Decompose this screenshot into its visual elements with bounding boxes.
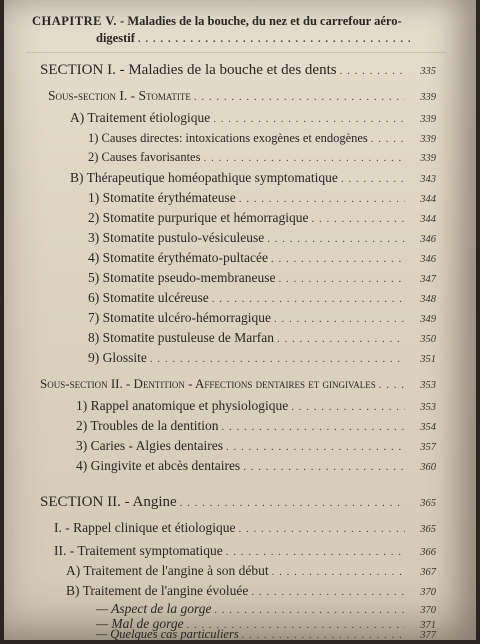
toc-entry <box>76 458 436 476</box>
entry-page: 360 <box>420 462 436 473</box>
chapter-title-line2: digestif <box>96 31 135 45</box>
entry-label: SECTION II. - Angine <box>40 494 177 510</box>
entry-page: 339 <box>420 153 436 164</box>
entry-label: Sous-section II. - Dentition - Affections dentaires et gingivales <box>40 376 376 391</box>
entry-label: 2) Troubles de la dentition <box>76 418 219 433</box>
leader-dots <box>278 271 405 287</box>
toc-entry <box>88 270 436 288</box>
leader-dots <box>212 291 405 307</box>
toc-entry <box>88 310 436 328</box>
entry-page: 349 <box>420 314 436 325</box>
entry-page: 370 <box>420 605 436 616</box>
leader-dots <box>267 231 405 247</box>
entry-page: 346 <box>420 254 436 265</box>
toc-entry <box>88 330 436 348</box>
leader-dots <box>371 131 405 147</box>
entry-label: 1) Causes directes: intoxications exogènes et endogènes <box>88 131 368 145</box>
entry-page: 367 <box>420 567 436 578</box>
entry-page: 365 <box>420 524 436 535</box>
entry-page: 346 <box>420 234 436 245</box>
entry-label: 9) Glossite <box>88 350 147 365</box>
leader-dots <box>243 459 405 475</box>
toc-entry <box>88 210 436 228</box>
entry-page: 339 <box>420 114 436 125</box>
entry-label: A) Traitement de l'angine à son début <box>66 563 269 578</box>
entry-page: 339 <box>420 134 436 145</box>
toc-entry <box>88 350 436 368</box>
entry-label: 4) Stomatite érythémato-pultacée <box>88 250 268 265</box>
leader-dots <box>251 584 405 600</box>
entry-label: B) Traitement de l'angine évoluée <box>66 583 249 598</box>
toc-entry <box>66 563 436 581</box>
entry-page: 353 <box>420 402 436 413</box>
toc-entry <box>88 230 436 248</box>
entry-page: 365 <box>420 498 436 509</box>
leader-dots <box>203 150 405 166</box>
leader-dots <box>239 191 405 207</box>
entry-label: 1) Stomatite érythémateuse <box>88 190 236 205</box>
entry-page: 371 <box>420 620 436 631</box>
entry-label: — Mal de gorge <box>96 616 184 631</box>
entry-page: 347 <box>420 274 436 285</box>
entry-page: 357 <box>420 442 436 453</box>
toc-entry <box>88 149 436 167</box>
toc-entry <box>88 250 436 268</box>
toc-entry <box>88 130 436 148</box>
toc-entry <box>76 418 436 436</box>
toc-entry <box>54 543 436 561</box>
entry-label: 8) Stomatite pustuleuse de Marfan <box>88 330 274 345</box>
entry-page: 351 <box>420 354 436 365</box>
chapter-title-line1: - Maladies de la bouche, du nez et du carrefour aéro- <box>120 14 402 28</box>
toc-entry <box>66 583 436 601</box>
entry-label: 2) Causes favorisantes <box>88 150 201 164</box>
entry-label: 3) Stomatite pustulo-vésiculeuse <box>88 230 265 245</box>
entry-label: II. - Traitement symptomatique <box>54 543 223 558</box>
leader-dots <box>271 251 405 267</box>
leader-dots <box>150 351 405 367</box>
toc-entry <box>88 190 436 208</box>
leader-dots <box>226 439 405 455</box>
leader-dots <box>213 111 405 127</box>
toc-entry <box>88 290 436 308</box>
toc-entry <box>76 398 436 416</box>
entry-page: 350 <box>420 334 436 345</box>
leader-dots <box>138 31 411 47</box>
leader-dots <box>194 89 405 105</box>
leader-dots <box>274 311 405 327</box>
leader-dots <box>379 377 405 393</box>
leader-dots <box>238 521 405 537</box>
toc-entry-subsection-1 <box>48 88 436 106</box>
entry-page: 366 <box>420 547 436 558</box>
entry-label: SECTION I. - Maladies de la bouche et des dents <box>40 62 337 78</box>
divider <box>26 52 446 53</box>
leader-dots <box>180 495 405 511</box>
entry-label: 3) Caries - Algies dentaires <box>76 438 223 453</box>
leader-dots <box>341 171 405 187</box>
entry-label: 7) Stomatite ulcéro-hémorragique <box>88 310 271 325</box>
leader-dots <box>340 63 405 79</box>
toc-entry <box>70 110 436 128</box>
entry-label: 4) Gingivite et abcès dentaires <box>76 458 241 473</box>
entry-label: 1) Rappel anatomique et physiologique <box>76 398 289 413</box>
entry-label: 6) Stomatite ulcéreuse <box>88 290 209 305</box>
book-page <box>4 0 476 640</box>
entry-page: 354 <box>420 422 436 433</box>
leader-dots <box>242 627 405 643</box>
entry-page: 344 <box>420 194 436 205</box>
leader-dots <box>222 419 406 435</box>
leader-dots <box>277 331 405 347</box>
entry-page: 344 <box>420 214 436 225</box>
entry-label: 2) Stomatite purpurique et hémorragique <box>88 210 309 225</box>
entry-page: 353 <box>420 380 436 391</box>
toc-entry-subsection-2 <box>40 376 436 394</box>
entry-page: 348 <box>420 294 436 305</box>
entry-label: B) Thérapeutique homéopathique symptomatique <box>70 170 338 185</box>
entry-label: I. - Rappel clinique et étiologique <box>54 520 236 535</box>
entry-page: 339 <box>420 92 436 103</box>
toc-entry <box>70 170 436 188</box>
leader-dots <box>311 211 405 227</box>
entry-label: A) Traitement étiologique <box>70 110 211 125</box>
entry-page: 343 <box>420 174 436 185</box>
entry-label: Sous-section I. - Stomatite <box>48 88 191 103</box>
toc-entry <box>96 626 436 644</box>
entry-page: 370 <box>420 587 436 598</box>
leader-dots <box>272 564 405 580</box>
entry-label: — Aspect de la gorge <box>96 601 212 616</box>
entry-label: — Quelques cas particuliers <box>96 627 239 641</box>
toc-entry <box>54 520 436 538</box>
entry-page: 335 <box>420 66 436 77</box>
toc-entry <box>76 438 436 456</box>
entry-label: 5) Stomatite pseudo-membraneuse <box>88 270 276 285</box>
toc-entry-section-2 <box>40 494 436 512</box>
chapter-label: CHAPITRE V. <box>32 14 117 28</box>
entry-page: 377 <box>420 630 436 641</box>
chapter-title-line2-row <box>96 30 442 47</box>
leader-dots <box>291 399 405 415</box>
leader-dots <box>226 544 405 560</box>
toc-entry-section-1 <box>40 62 436 80</box>
chapter-heading <box>32 14 442 29</box>
